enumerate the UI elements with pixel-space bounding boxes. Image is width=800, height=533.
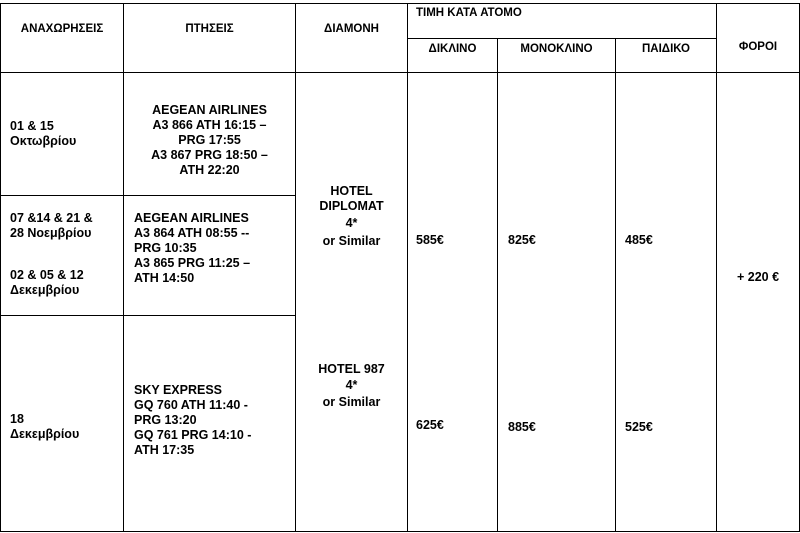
price-double: 585€ <box>416 233 444 247</box>
grid-line <box>0 315 295 316</box>
departure-dates: 01 & 15 Οκτωβρίου <box>10 119 77 148</box>
grid-line <box>497 38 498 532</box>
price-double: 625€ <box>416 418 444 432</box>
grid-line <box>0 531 799 532</box>
header-accommodation: ΔΙΑΜΟΝΗ <box>324 23 379 35</box>
grid-line <box>0 195 295 196</box>
price-child: 525€ <box>625 420 653 434</box>
header-child: ΠΑΙΔΙΚΟ <box>642 43 690 55</box>
hotel-alt: or Similar <box>322 395 381 409</box>
grid-line <box>407 38 716 39</box>
hotel-name: HOTEL DIPLOMAT <box>319 184 384 213</box>
header-price-per-person: ΤΙΜΗ ΚΑΤΑ ΑΤΟΜΟ <box>416 7 522 19</box>
flight-details: AEGEAN AIRLINES A3 864 ATH 08:55 -- PRG 10:35 A3 865 PRG 11:25 – ATH 14:50 <box>134 211 251 285</box>
hotel-name: HOTEL 987 <box>318 362 385 376</box>
grid-line <box>615 38 616 532</box>
header-double: ΔΙΚΛΙΝΟ <box>428 43 477 55</box>
grid-line <box>407 3 408 532</box>
departure-dates: 02 & 05 & 12 Δεκεμβρίου <box>10 268 84 297</box>
flight-details: SKY EXPRESS GQ 760 ATH 11:40 - PRG 13:20 GQ 761 PRG 14:10 - ATH 17:35 <box>134 383 252 457</box>
taxes-value: + 220 € <box>736 270 780 284</box>
hotel-stars: 4* <box>345 216 358 230</box>
grid-line <box>0 3 1 532</box>
price-child: 485€ <box>625 233 653 247</box>
hotel-alt: or Similar <box>322 234 381 248</box>
header-departures: ΑΝΑΧΩΡΗΣΕΙΣ <box>20 23 104 35</box>
price-single: 825€ <box>508 233 536 247</box>
grid-line <box>0 72 799 73</box>
header-flights: ΠΤΗΣΕΙΣ <box>185 23 234 35</box>
grid-line <box>123 3 124 532</box>
grid-line <box>0 3 799 4</box>
grid-line <box>295 3 296 532</box>
header-taxes: ΦΟΡΟΙ <box>738 41 778 53</box>
departure-dates: 18 Δεκεμβρίου <box>10 412 80 441</box>
header-single: ΜΟΝΟΚΛΙΝΟ <box>520 43 593 55</box>
departure-dates: 07 &14 & 21 & 28 Νοεμβρίου <box>10 211 93 240</box>
hotel-stars: 4* <box>345 378 358 392</box>
price-single: 885€ <box>508 420 536 434</box>
grid-line <box>716 3 717 532</box>
flight-details: AEGEAN AIRLINES A3 866 ATH 16:15 – PRG 17:55 A3 867 PRG 18:50 – ATH 22:20 <box>151 103 268 177</box>
